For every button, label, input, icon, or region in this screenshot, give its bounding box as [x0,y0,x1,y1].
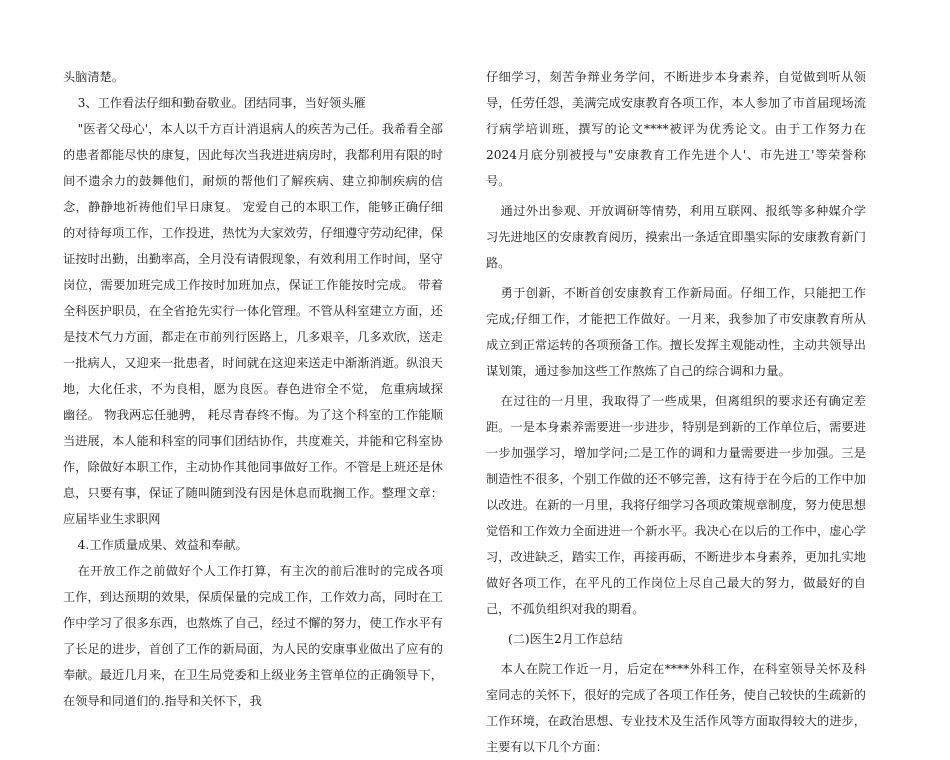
paragraph: 本人在院工作近一月，后定在****外科工作，在科室领导关怀及科室同志的关怀下，很好的完成了各项工作任务，使自己较快的生疏新的工作环境，在政治思想、专业技术及生活作风等方面取得较大的进步，主要有以下几个方面： [486,662,866,754]
paragraph: 在过往的一月里，我取得了一些成果，但离组织的要求还有确定差距。一是本身素养需要进一步进步，特别是到新的工作单位后，需要进一步加强学习，增加学问;二是工作的调和力量需要进一步加强。三是制造性不很多，个别工作做的还不够完善，这有待于在今后的工作中加以改进。在新的一月里，我将仔细学习各项政策规章制度，努力使思想觉悟和工作效力全面进进一个新水平。我决心在以后的工作中，虚心学习，改进缺乏，踏实工作，再接再砺，不断进步本身素养，更加扎实地做好各项工作，在平凡的工作岗位上尽自己最大的努力，做最好的自己，不孤负组织对我的期看。 [486,394,866,616]
paragraph: 通过外出参观、开放调研等情势，利用互联网、报纸等多种媒介学习先进地区的安康教育阅历，摸索出一条适宜即墨实际的安康教育新门路。 [486,204,866,270]
right-column [486,64,866,760]
paragraph: 仔细学习，刻苦争辩业务学问，不断进步本身素养，自觉做到听从领导，任劳任怨，美满完成安康教育各项工作，本人参加了市首届现场流行病学培训班，撰写的论文****被评为优秀论文。由于工作努力在2024月底分别被授与"安康教育工作先进个人'、市先进工'等荣誉称号。 [486,70,866,188]
paragraph: "医者父母心'，本人以千方百计消退病人的疾苦为己任。我希看全部的患者都能尽快的康复，因此每次当我进进病房时，我都利用有限的时间不遗余力的鼓舞他们，耐烦的帮他们了解疾病、建立抑制疾病的信念，静静地祈祷他们早日康复。 宠爱自己的本职工作，能够正确仔细的对待每项工作，工作投进，热忱为大家效劳，仔细遵守劳动纪律，保证按时出勤，出勤率高，全月没有请假现象，有效利用工作时间，坚守岗位，需要加班完成工作按时加班加点，保证工作能按时完成。 带着全科医护职员，在全省抢先实行一体化管理。不管从科室建立方面，还是技术气力方面，都走在市前列行医路上，几多艰辛，几多欢欣，送走一批病人，又迎来一批患者，时间就在这迎来送走中渐渐消逝。纵浪天地，大化任求，不为良相，愿为良医。春色进帘全不觉， 危重病域探幽径。 物我两忘任驰骋， 耗尽青春终不悔。为了这个科室的工作能顺当进展，本人能和科室的同事们团结协作，共度难关，并能和它科室协作，除做好本职工作，主动协作其他同事做好工作。不管是上班还是休息，只要有事，保证了随叫随到没有因是休息而耽搁工作。整理文章：应届毕业生求职网 [63,122,443,526]
paragraph: 勇于创新，不断首创安康教育工作新局面。仔细工作，只能把工作完成;仔细工作，才能把工作做好。一月来，我参加了市安康教育所从成立到正常运转的各项预备工作。擅长发挥主观能动性，主动共领导出谋划策，通过参加这些工作熬炼了自己的综合调和力量。 [486,286,866,378]
section-heading: 4.工作质量成果、效益和奉献。 [77,538,248,552]
section-heading: (二)医生2月工作总结 [507,632,623,646]
paragraph: 头脑清楚。 [63,70,124,84]
paragraph: 在开放工作之前做好个人工作打算，有主次的前后准时的完成各项工作，到达预期的效果，保质保量的完成工作，工作效力高，同时在工作中学习了很多东西，也熬炼了自己，经过不懈的努力，使工作水平有了长足的进步，首创了工作的新局面，为人民的安康事业做出了应有的奉献。最近几月来，在卫生局党委和上级业务主管单位的正确领导下，在领导和同道们的.指导和关怀下，我 [63,564,443,708]
left-column [63,64,443,714]
section-heading: 3、工作看法仔细和勤奋敬业。团结同事，当好领头雁 [77,96,366,110]
